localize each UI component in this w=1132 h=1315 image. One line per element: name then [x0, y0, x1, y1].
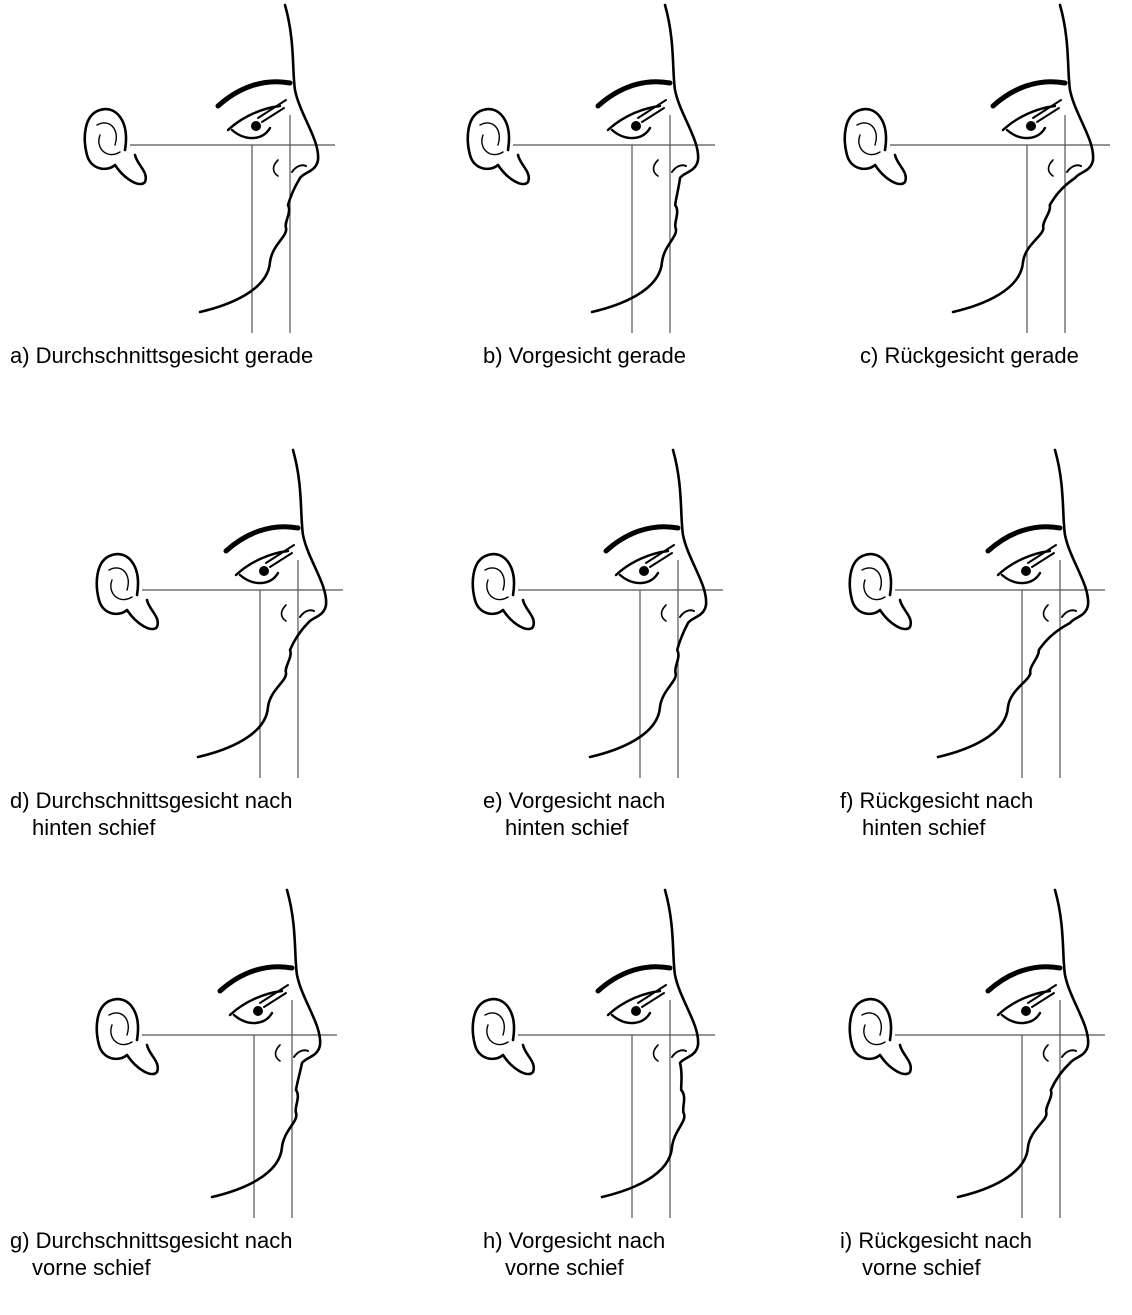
- panel-caption: [10, 342, 313, 369]
- panel-caption: [483, 1227, 665, 1281]
- panel-caption: [10, 787, 292, 841]
- ear-outline: [850, 999, 911, 1074]
- eyebrow: [993, 82, 1065, 106]
- cheek-mark: [1044, 1045, 1049, 1061]
- ear-outline: [97, 999, 158, 1074]
- eye-pupil: [631, 1006, 641, 1016]
- caption-line-1: e) Vorgesicht nach: [483, 788, 666, 813]
- face-panel-f: [760, 445, 1130, 875]
- profile-sketch: [760, 0, 1130, 340]
- face-panel-a: [0, 0, 370, 430]
- face-profile-line: [958, 890, 1088, 1197]
- eye-pupil: [259, 566, 269, 576]
- cheek-mark: [276, 1045, 281, 1061]
- eye-pupil: [1021, 566, 1031, 576]
- face-profile-line: [590, 450, 706, 757]
- caption-line-2: hinten schief: [32, 815, 156, 840]
- cheek-mark: [654, 1045, 659, 1061]
- ear-outline: [468, 109, 529, 184]
- face-panel-h: [383, 885, 753, 1315]
- eye-pupil: [253, 1006, 263, 1016]
- profile-sketch: [0, 885, 370, 1225]
- face-profile-line: [198, 450, 326, 757]
- caption-line-2: hinten schief: [505, 815, 629, 840]
- eyebrow: [220, 967, 292, 991]
- face-panel-g: [0, 885, 370, 1315]
- caption-line-1: i) Rückgesicht nach: [840, 1228, 1032, 1253]
- eye-pupil: [639, 566, 649, 576]
- caption-line-1: h) Vorgesicht nach: [483, 1228, 666, 1253]
- cheek-mark: [274, 160, 279, 176]
- cheek-mark: [1044, 605, 1049, 621]
- ear-inner-detail: [109, 1013, 132, 1045]
- panel-caption: [483, 342, 686, 369]
- eyebrow: [218, 82, 290, 106]
- caption-line-1: g) Durchschnittsgesicht nach: [10, 1228, 293, 1253]
- nostril-mark: [672, 1050, 686, 1057]
- face-panel-c: [760, 0, 1130, 430]
- eyebrow: [598, 82, 670, 106]
- face-panel-i: [760, 885, 1130, 1315]
- nostril-mark: [680, 610, 694, 617]
- ear-outline: [473, 999, 534, 1074]
- nostril-mark: [1062, 1050, 1076, 1057]
- eyebrow: [988, 527, 1060, 551]
- ear-inner-detail: [862, 1013, 885, 1045]
- profile-sketch: [760, 885, 1130, 1225]
- ear-inner-detail: [97, 123, 120, 155]
- nostril-mark: [294, 1050, 308, 1057]
- face-profile-line: [602, 890, 698, 1197]
- eye-pupil: [631, 121, 641, 131]
- panel-caption: [10, 1227, 292, 1281]
- caption-line-2: hinten schief: [862, 815, 986, 840]
- nostril-mark: [292, 165, 306, 172]
- face-panel-b: [383, 0, 753, 430]
- panel-caption: [840, 1227, 1032, 1281]
- face-profile-line: [953, 5, 1093, 312]
- caption-line-2: vorne schief: [505, 1255, 624, 1280]
- eyebrow: [226, 527, 298, 551]
- ear-inner-detail: [485, 568, 508, 600]
- caption-line-2: vorne schief: [32, 1255, 151, 1280]
- face-profile-line: [200, 5, 318, 312]
- ear-outline: [97, 554, 158, 629]
- cheek-mark: [282, 605, 287, 621]
- caption-line-1: b) Vorgesicht gerade: [483, 343, 687, 368]
- eye-pupil: [251, 121, 261, 131]
- cheek-mark: [1049, 160, 1054, 176]
- nostril-mark: [300, 610, 314, 617]
- caption-line-2: vorne schief: [862, 1255, 981, 1280]
- eyebrow: [598, 967, 670, 991]
- ear-outline: [473, 554, 534, 629]
- eye-pupil: [1021, 1006, 1031, 1016]
- panel-caption: [860, 342, 1079, 369]
- profile-sketch: [760, 445, 1130, 785]
- profile-sketch: [0, 445, 370, 785]
- ear-inner-detail: [862, 568, 885, 600]
- eyebrow: [606, 527, 678, 551]
- face-panel-e: [383, 445, 753, 875]
- ear-inner-detail: [480, 123, 503, 155]
- eye-pupil: [1026, 121, 1036, 131]
- nostril-mark: [1062, 610, 1076, 617]
- profile-sketch: [383, 445, 753, 785]
- profile-sketch: [383, 885, 753, 1225]
- caption-line-1: c) Rückgesicht gerade: [860, 343, 1079, 368]
- face-panel-d: [0, 445, 370, 875]
- face-profile-line: [212, 890, 320, 1197]
- cheek-mark: [662, 605, 667, 621]
- ear-outline: [845, 109, 906, 184]
- panel-caption: [483, 787, 665, 841]
- cheek-mark: [654, 160, 659, 176]
- profile-sketch: [383, 0, 753, 340]
- face-profile-line: [938, 450, 1088, 757]
- eyebrow: [988, 967, 1060, 991]
- caption-line-1: f) Rückgesicht nach: [840, 788, 1034, 813]
- face-profile-line: [592, 5, 698, 312]
- nostril-mark: [672, 165, 686, 172]
- ear-inner-detail: [857, 123, 880, 155]
- panel-caption: [840, 787, 1033, 841]
- caption-line-1: d) Durchschnittsgesicht nach: [10, 788, 293, 813]
- caption-line-1: a) Durchschnittsgesicht gerade: [10, 343, 314, 368]
- ear-inner-detail: [485, 1013, 508, 1045]
- ear-outline: [850, 554, 911, 629]
- nostril-mark: [1067, 165, 1081, 172]
- profile-sketch: [0, 0, 370, 340]
- ear-outline: [85, 109, 146, 184]
- ear-inner-detail: [109, 568, 132, 600]
